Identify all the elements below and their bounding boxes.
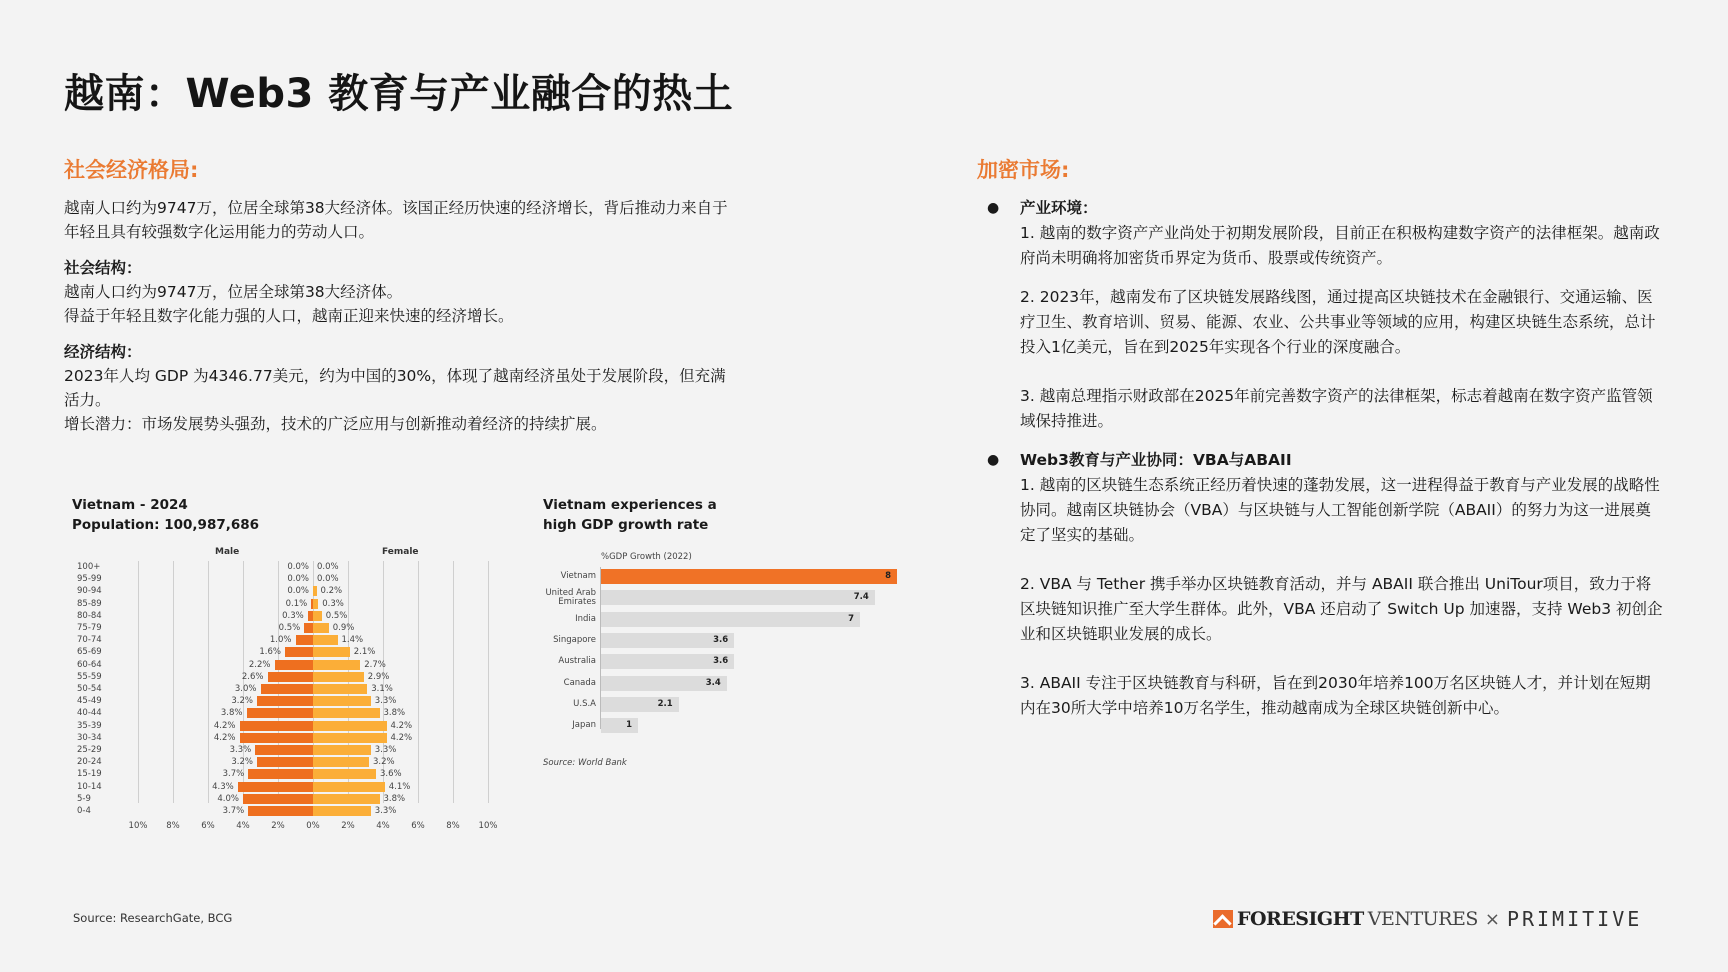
logo-foresight: FORESIGHT [1237, 908, 1364, 930]
female-value: 3.6% [380, 769, 402, 780]
gdp-source: Source: World Bank [543, 758, 627, 768]
age-label: 5-9 [77, 793, 91, 804]
female-bar [313, 806, 371, 816]
female-value: 0.0% [317, 562, 339, 572]
male-bar [268, 672, 314, 682]
male-value: 2.2% [248, 659, 271, 670]
female-bar [313, 782, 385, 792]
age-label: 75-79 [77, 623, 102, 633]
pyramid-row [60, 756, 510, 768]
male-value: 0.0% [287, 562, 309, 572]
gdp-row [540, 612, 920, 628]
bullet-web3-education [985, 448, 1665, 721]
gdp-value: 3.6 [713, 634, 729, 645]
pyramid-row [60, 781, 510, 793]
age-label: 10-14 [77, 781, 102, 792]
gdp-value: 7 [848, 613, 854, 624]
male-value: 0.0% [287, 586, 309, 597]
section-heading-crypto-market: 加密市场: [977, 158, 1070, 182]
male-value: 0.0% [287, 574, 309, 585]
male-bar [248, 769, 313, 779]
male-bar [257, 696, 313, 706]
female-value: 4.1% [388, 781, 411, 792]
bullet-title: Web3教育与产业协同：VBA与ABAII [1020, 451, 1292, 469]
economic-structure-label: 经济结构： [64, 343, 142, 361]
economic-line: 2023年人均 GDP 为4346.77美元，约为中国的30%，体现了越南经济虽处于发展阶段，但充满 [64, 367, 726, 385]
pyramid-row [60, 573, 510, 585]
female-bar [313, 684, 367, 694]
pyramid-row [60, 707, 510, 719]
age-label: 55-59 [77, 671, 102, 682]
female-value: 3.3% [374, 806, 397, 816]
footer-source: Source: ResearchGate, BCG [73, 911, 233, 925]
male-value: 4.0% [217, 793, 239, 804]
x-tick-label: 8% [166, 821, 180, 831]
x-tick-label: 10% [478, 821, 498, 831]
gdp-growth-chart [540, 495, 920, 775]
bullet-paragraph: 2. VBA 与 Tether 携手举办区块链教育活动，并与 ABAII 联合推出 UniTour项目，致力于将区块链知识推广至大学生群体。此外，VBA 还启动了 Switch Up 加速器，支持 Web3 初创企业和区块链职业发展的成长。 [1020, 575, 1663, 643]
female-value: 0.9% [332, 623, 355, 633]
country-label: Australia [558, 656, 596, 667]
female-bar [313, 586, 317, 596]
female-value: 0.5% [325, 610, 348, 621]
female-bar [313, 611, 322, 621]
age-label: 90-94 [77, 586, 102, 597]
male-value: 0.5% [278, 623, 301, 633]
female-bar [313, 721, 387, 731]
male-value: 3.2% [231, 757, 253, 768]
age-label: 60-64 [77, 659, 102, 670]
gdp-bar [601, 718, 638, 733]
male-value: 3.7% [222, 806, 245, 816]
bullet-paragraph: 1. 越南的区块链生态系统正经历着快速的蓬勃发展，这一进程得益于教育与产业发展的战略性协同。越南区块链协会（VBA）与区块链与人工智能创新学院（ABAII）的努力为这一进展奠定了坚实的基础。 [1020, 476, 1660, 544]
x-tick-label: 6% [411, 821, 425, 831]
age-label: 15-19 [77, 769, 102, 780]
country-label: Japan [572, 720, 596, 731]
pyramid-row [60, 610, 510, 622]
gdp-value: 8 [885, 571, 891, 581]
country-label: Singapore [553, 634, 596, 645]
male-value: 3.8% [220, 708, 243, 719]
pyramid-row [60, 683, 510, 695]
male-bar [275, 660, 314, 670]
social-line: 越南人口约为9747万，位居全球第38大经济体。 [64, 283, 403, 301]
age-label: 100+ [77, 562, 101, 572]
male-bar [261, 684, 314, 694]
male-value: 1.6% [259, 647, 281, 658]
age-label: 50-54 [77, 684, 102, 694]
male-value: 0.3% [282, 610, 304, 621]
female-value: 0.2% [320, 586, 343, 597]
female-bar [313, 733, 387, 743]
gdp-chart-subtitle: %GDP Growth (2022) [601, 552, 692, 562]
male-value: 0.1% [285, 598, 308, 609]
country-label: United Arab Emirates [545, 588, 596, 608]
bullet-paragraph: 2. 2023年，越南发布了区块链发展路线图，通过提高区块链技术在金融银行、交通运输、医疗卫生、教育培训、贸易、能源、农业、公共事业等领域的应用，构建区块链生态系统，总计投入1亿美元，旨在到2025年实现各个行业的深度融合。 [1020, 288, 1656, 356]
female-bar [313, 599, 318, 609]
male-value: 4.2% [213, 720, 236, 731]
female-bar [313, 647, 350, 657]
pyramid-row [60, 744, 510, 756]
male-value: 3.0% [234, 684, 257, 694]
gdp-value: 1 [626, 720, 632, 731]
pyramid-row [60, 720, 510, 732]
gdp-row [540, 590, 920, 606]
female-value: 2.9% [367, 671, 390, 682]
legend-male: Male [215, 547, 240, 557]
economic-line: 活力。 [64, 391, 111, 409]
socioeconomic-text [64, 196, 824, 436]
gdp-row [540, 633, 920, 649]
gdp-bar [601, 633, 734, 648]
gdp-value: 2.1 [657, 698, 673, 709]
age-label: 85-89 [77, 598, 102, 609]
gdp-bar [601, 590, 875, 605]
female-bar [313, 757, 369, 767]
female-bar [313, 794, 380, 804]
age-label: 35-39 [77, 720, 102, 731]
female-bar [313, 660, 360, 670]
logo-separator: × [1484, 908, 1500, 930]
intro-line: 越南人口约为9747万，位居全球第38大经济体。该国正经历快速的经济增长，背后推动力来自于 [64, 199, 728, 217]
age-label: 65-69 [77, 647, 102, 658]
x-tick-label: 2% [341, 821, 355, 831]
gdp-bar [601, 612, 860, 627]
pyramid-row [60, 768, 510, 780]
x-tick-label: 4% [376, 821, 390, 831]
male-value: 3.7% [222, 769, 245, 780]
female-value: 1.4% [341, 635, 364, 646]
bullet-industry-environment [985, 196, 1665, 434]
x-tick-label: 6% [201, 821, 215, 831]
age-label: 70-74 [77, 635, 102, 646]
gdp-value: 3.4 [705, 677, 721, 688]
x-tick-label: 4% [236, 821, 250, 831]
female-bar [313, 623, 329, 633]
pyramid-row [60, 634, 510, 646]
age-label: 80-84 [77, 610, 102, 621]
female-value: 0.0% [317, 574, 339, 585]
bullet-paragraph: 3. ABAII 专注于区块链教育与科研，旨在到2030年培养100万名区块链人才，并计划在短期内在30所大学中培养10万名学生，推动越南成为全球区块链创新中心。 [1020, 674, 1651, 717]
age-label: 20-24 [77, 757, 102, 768]
male-bar [240, 721, 314, 731]
pyramid-row [60, 622, 510, 634]
logo-ventures: VENTURES [1367, 908, 1478, 930]
social-line: 得益于年轻且数字化能力强的人口，越南正迎来快速的经济增长。 [64, 307, 514, 325]
female-bar [313, 745, 371, 755]
x-tick-label: 2% [271, 821, 285, 831]
male-bar [247, 708, 314, 718]
pyramid-row [60, 793, 510, 805]
male-bar [304, 623, 313, 633]
male-bar [248, 806, 313, 816]
male-value: 3.3% [229, 745, 252, 755]
economic-line: 增长潜力：市场发展势头强劲，技术的广泛应用与创新推动着经济的持续扩展。 [64, 415, 607, 433]
x-tick-label: 0% [306, 821, 320, 831]
gdp-row [540, 718, 920, 734]
population-pyramid-chart [60, 495, 510, 840]
female-value: 2.1% [353, 647, 376, 658]
male-bar [296, 635, 314, 645]
age-label: 45-49 [77, 696, 102, 707]
bullet-paragraph: 3. 越南总理指示财政部在2025年前完善数字资产的法律框架，标志着越南在数字资产监管领域保持推进。 [1020, 387, 1653, 430]
gdp-bar [601, 697, 679, 712]
gdp-value: 7.4 [853, 592, 869, 603]
female-bar [313, 696, 371, 706]
partner-logos [1213, 907, 1642, 931]
male-bar [255, 745, 313, 755]
x-tick-label: 10% [128, 821, 148, 831]
female-bar [313, 635, 338, 645]
country-label: India [575, 613, 596, 624]
gdp-bar [601, 569, 897, 584]
female-value: 3.8% [383, 793, 406, 804]
bullet-dot-icon: ● [987, 452, 1000, 468]
female-value: 0.3% [322, 598, 344, 609]
female-bar [313, 769, 376, 779]
bullet-paragraph: 1. 越南的数字资产产业尚处于初期发展阶段，目前正在积极构建数字资产的法律框架。越南政府尚未明确将加密货币界定为货币、股票或传统资产。 [1020, 224, 1660, 267]
age-label: 30-34 [77, 732, 102, 743]
gdp-bar [601, 654, 734, 669]
bullet-dot-icon: ● [987, 200, 1000, 216]
age-label: 0-4 [77, 806, 91, 816]
bullet-title: 产业环境： [1020, 199, 1098, 217]
male-bar [238, 782, 313, 792]
male-value: 2.6% [241, 671, 264, 682]
pyramid-row [60, 585, 510, 597]
male-value: 4.3% [212, 781, 234, 792]
country-label: U.S.A [573, 698, 596, 709]
age-label: 25-29 [77, 745, 102, 755]
pyramid-row [60, 805, 510, 817]
pyramid-row [60, 561, 510, 573]
female-value: 4.2% [390, 732, 413, 743]
pyramid-row [60, 695, 510, 707]
country-label: Canada [563, 677, 596, 688]
male-bar [285, 647, 313, 657]
gdp-row [540, 569, 920, 585]
female-bar [313, 672, 364, 682]
gdp-bar [601, 676, 727, 691]
female-bar [313, 708, 380, 718]
x-tick-label: 8% [446, 821, 460, 831]
female-value: 3.3% [374, 745, 397, 755]
male-value: 4.2% [213, 732, 236, 743]
female-value: 2.7% [364, 659, 386, 670]
female-value: 3.1% [371, 684, 393, 694]
page-title: 越南：Web3 教育与产业融合的热土 [64, 71, 734, 117]
male-value: 1.0% [269, 635, 292, 646]
male-value: 3.2% [231, 696, 253, 707]
section-heading-socioeconomic: 社会经济格局: [64, 158, 199, 182]
gdp-chart-title: Vietnam experiences a high GDP growth rate [543, 497, 717, 533]
pyramid-row [60, 598, 510, 610]
country-label: Vietnam [560, 571, 596, 581]
female-value: 4.2% [390, 720, 413, 731]
crypto-market-text [985, 196, 1665, 721]
age-label: 95-99 [77, 574, 102, 585]
legend-female: Female [382, 547, 419, 557]
male-bar [243, 794, 313, 804]
intro-line: 年轻且具有较强数字化运用能力的劳动人口。 [64, 223, 375, 241]
female-value: 3.2% [373, 757, 395, 768]
logo-primitive: PRIMITIVE [1506, 907, 1643, 931]
female-value: 3.8% [383, 708, 406, 719]
pyramid-row [60, 646, 510, 658]
gdp-value: 3.6 [713, 656, 729, 667]
pyramid-title: Vietnam - 2024 Population: 100,987,686 [72, 497, 260, 533]
gdp-row [540, 697, 920, 713]
gdp-row [540, 654, 920, 670]
social-structure-label: 社会结构： [64, 259, 142, 277]
female-value: 3.3% [374, 696, 397, 707]
male-bar [240, 733, 314, 743]
pyramid-row [60, 659, 510, 671]
age-label: 40-44 [77, 708, 102, 719]
pyramid-row [60, 732, 510, 744]
gdp-row [540, 676, 920, 692]
foresight-logo-icon [1213, 910, 1233, 928]
pyramid-row [60, 671, 510, 683]
male-bar [257, 757, 313, 767]
